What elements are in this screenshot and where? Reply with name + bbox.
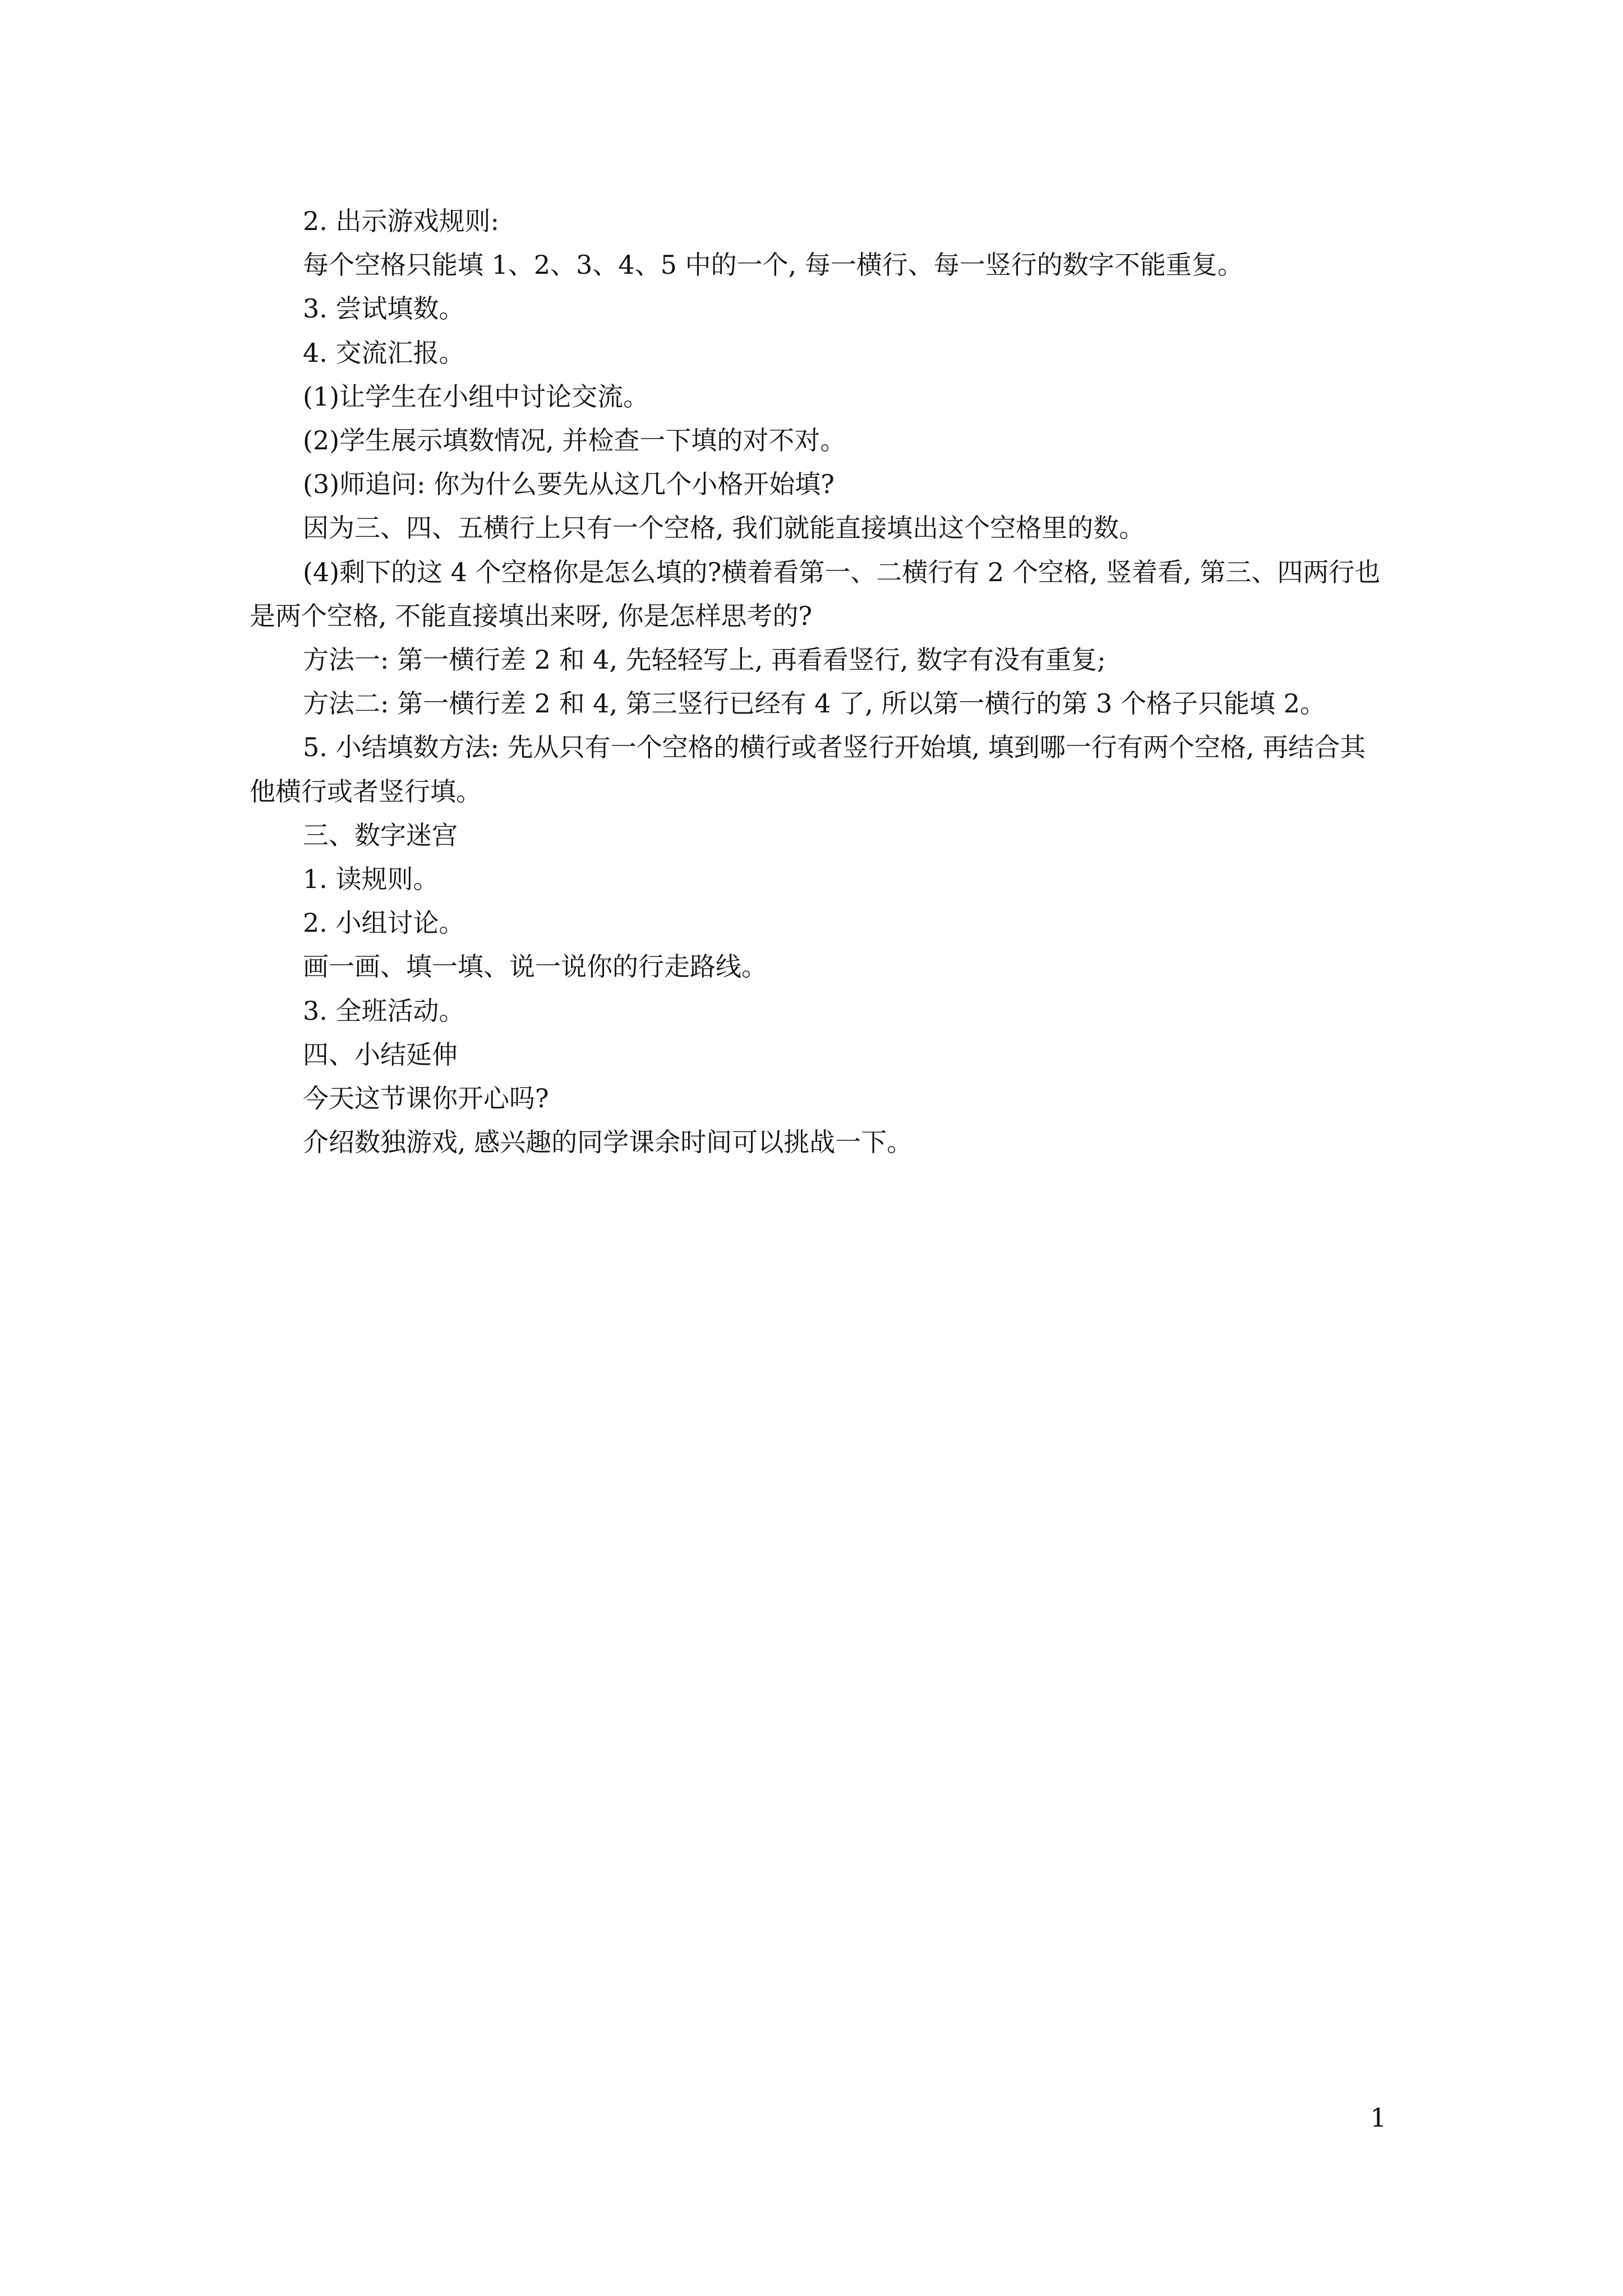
paragraph-class-activity: 3. 全班活动。 [303, 995, 465, 1026]
paragraph-draw-route: 画一画、填一填、说一说你的行走路线。 [303, 951, 767, 982]
paragraph-item-3: (3)师追问: 你为什么要先从这几个小格开始填? [303, 469, 834, 500]
paragraph-sudoku-intro: 介绍数独游戏, 感兴趣的同学课余时间可以挑战一下。 [303, 1127, 913, 1158]
paragraph-item-4: (4)剩下的这 4 个空格你是怎么填的?横着看第一、二横行有 2 个空格, 竖着看, 第三、四两行也是两个空格, 不能直接填出来呀, 你是怎样思考的? [250, 556, 1381, 631]
section-heading-maze: 三、数字迷宫 [303, 820, 458, 850]
paragraph-answer: 因为三、四、五横行上只有一个空格, 我们就能直接填出这个空格里的数。 [303, 513, 1145, 544]
paragraph-report: 4. 交流汇报。 [303, 337, 465, 368]
paragraph-rules-text: 每个空格只能填 1、2、3、4、5 中的一个, 每一横行、每一竖行的数字不能重复。 [303, 250, 1243, 280]
paragraph-read-rules: 1. 读规则。 [303, 864, 439, 895]
paragraph-group-discussion: 2. 小组讨论。 [303, 908, 465, 938]
paragraph-method-2: 方法二: 第一横行差 2 和 4, 第三竖行已经有 4 了, 所以第一横行的第 3 个格子只能填 2。 [303, 688, 1326, 719]
page-number: 1 [1370, 2102, 1387, 2133]
paragraph-item-1: (1)让学生在小组中讨论交流。 [303, 381, 649, 412]
paragraph-try-fill: 3. 尝试填数。 [303, 293, 465, 324]
paragraph-summary-method: 5. 小结填数方法: 先从只有一个空格的横行或者竖行开始填, 填到哪一行有两个空格, 再结合其他横行或者竖行填。 [250, 732, 1366, 807]
document-body [250, 199, 1388, 1164]
paragraph-question: 今天这节课你开心吗? [303, 1083, 549, 1114]
paragraph-method-1: 方法一: 第一横行差 2 和 4, 先轻轻写上, 再看看竖行, 数字有没有重复; [303, 645, 1106, 675]
paragraph-item-2: (2)学生展示填数情况, 并检查一下填的对不对。 [303, 425, 846, 456]
paragraph-rules-heading: 2. 出示游戏规则: [303, 206, 500, 236]
section-heading-summary: 四、小结延伸 [303, 1039, 458, 1070]
